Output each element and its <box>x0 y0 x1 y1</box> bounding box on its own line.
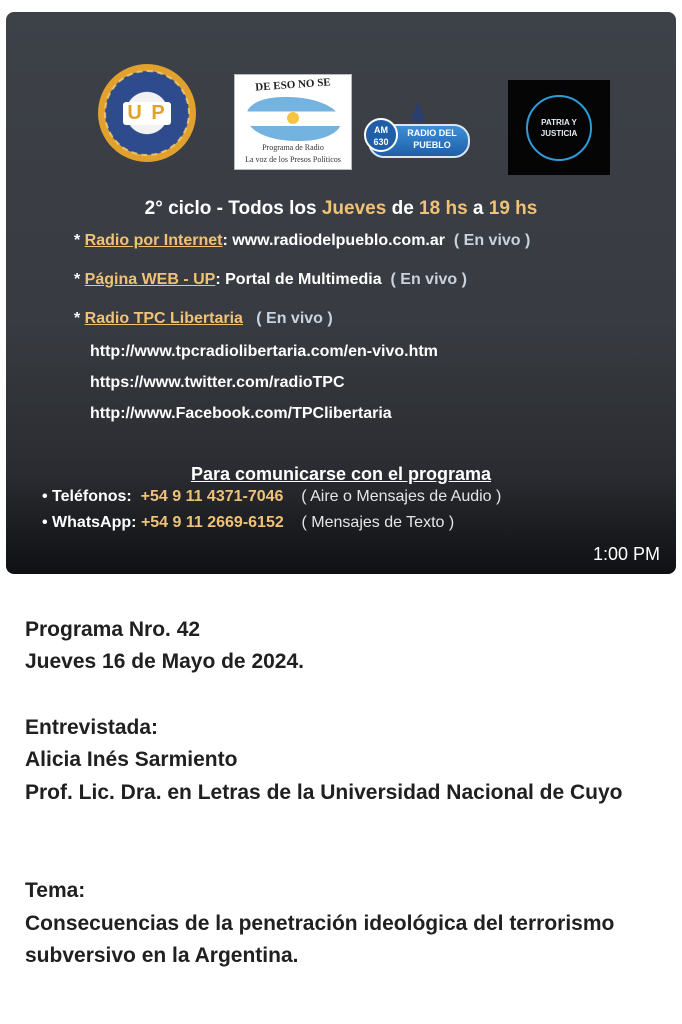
headline-day: Jueves <box>321 198 387 219</box>
url-twitter: https://www.twitter.com/radioTPC <box>90 374 345 391</box>
radio-tpc-link: Radio TPC Libertaria <box>84 310 243 327</box>
pagina-web-link: Página WEB - UP <box>84 271 216 288</box>
patria-line1: PATRIA Y <box>541 117 577 127</box>
de-eso-no-se-habla-logo <box>234 74 352 170</box>
interviewee-label: Entrevistada: <box>25 716 159 739</box>
headline-text: 2° ciclo - Todos los <box>144 198 322 219</box>
headline-to: 19 hs <box>488 198 538 219</box>
sun-icon <box>287 112 299 124</box>
url-tpc-envivo: http://www.tpcradiolibertaria.com/en-vivo.htm <box>90 343 438 360</box>
patria-logo-circle <box>526 95 592 161</box>
contact-whatsapp <box>42 514 454 532</box>
headline-text: a <box>467 198 489 219</box>
radio-del-pueblo-logo <box>364 84 482 164</box>
item-radio-internet <box>74 232 530 250</box>
message-timestamp: 1:00 PM <box>592 544 660 564</box>
interviewee-title: Prof. Lic. Dra. en Letras de la Universidad Nacional de Cuyo <box>25 781 623 804</box>
up-logo <box>98 64 196 162</box>
topic-text: Consecuencias de la penetración ideológica del terrorismo subversivo en la Argentina. <box>25 912 615 967</box>
deeso-sub1: Programa de Radio <box>262 143 324 152</box>
headline-from: 18 hs <box>419 198 468 219</box>
deeso-banner-text: DE ESO NO SE <box>254 76 332 94</box>
phones-label: • Teléfonos: <box>42 488 132 505</box>
patria-y-justicia-logo <box>508 80 610 175</box>
item-text: : Portal de Multimedia <box>215 271 382 288</box>
whatsapp-label: • WhatsApp: <box>42 514 137 531</box>
radio-tower-icon <box>410 102 426 122</box>
bullet: * <box>74 271 85 288</box>
radio-internet-link: Radio por Internet <box>84 232 223 249</box>
interviewee-name: Alicia Inés Sarmiento <box>25 748 238 771</box>
contact-phones <box>42 488 501 506</box>
contact-title: Para comunicarse con el programa <box>190 464 492 484</box>
item-pagina-web <box>74 271 467 289</box>
program-date: Jueves 16 de Mayo de 2024. <box>25 650 304 673</box>
live-label: ( En vivo ) <box>453 232 531 249</box>
radio-logo-text: RADIO DEL PUEBLO <box>407 128 457 150</box>
schedule-headline <box>6 198 676 220</box>
patria-line2: JUSTICIA <box>540 128 578 138</box>
phones-value: +54 9 11 4371-7046 <box>140 488 284 505</box>
headline-text: de <box>386 198 420 219</box>
up-logo-text: U P <box>123 102 170 125</box>
live-label: ( En vivo ) <box>256 310 333 327</box>
item-text: : www.radiodelpueblo.com.ar <box>222 232 445 249</box>
whatsapp-value: +54 9 11 2669-6152 <box>140 514 284 531</box>
program-image-card[interactable] <box>6 12 676 574</box>
url-facebook: http://www.Facebook.com/TPClibertaria <box>90 405 392 422</box>
topic-label: Tema: <box>25 879 86 902</box>
program-number: Programa Nro. 42 <box>25 618 201 641</box>
bullet: * <box>74 232 85 249</box>
phones-note: ( Aire o Mensajes de Audio ) <box>301 488 502 505</box>
bullet: * <box>74 310 85 327</box>
item-radio-tpc <box>74 310 333 328</box>
deeso-sub2: La voz de los Presos Políticos <box>245 155 341 164</box>
whatsapp-note: ( Mensajes de Texto ) <box>301 514 455 531</box>
am-badge: AM 630 <box>364 118 398 152</box>
live-label: ( En vivo ) <box>390 271 467 288</box>
